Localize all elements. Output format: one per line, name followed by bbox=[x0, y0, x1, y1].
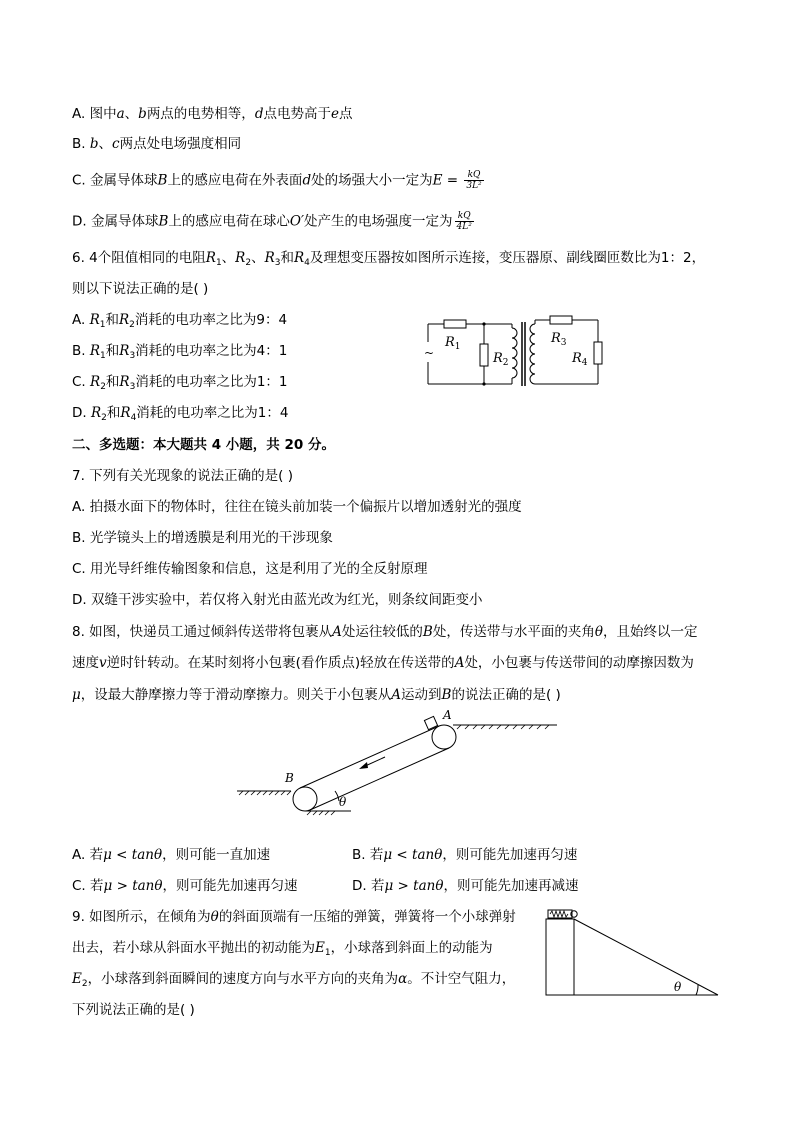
incline-surface bbox=[574, 919, 718, 995]
lower-roller bbox=[293, 787, 317, 811]
upper-roller bbox=[432, 725, 456, 749]
transformer-circuit-diagram bbox=[420, 312, 610, 390]
q5-option-d: D. 金属导体球B上的感应电荷在球心O′处产生的电场强度一定为 $\frac{kQ}{\text{4L²}}$ bbox=[72, 211, 472, 232]
section-heading-multi-choice: 二、多选题：本大题共 4 小题，共 20 分。 bbox=[72, 437, 335, 453]
label-r3: $R_3$ bbox=[551, 331, 567, 348]
resistor-r1 bbox=[444, 320, 466, 328]
label-theta-incline: θ bbox=[674, 980, 682, 994]
q8-option-d: D. 若μ > tanθ，则可能先加速再减速 bbox=[352, 878, 579, 894]
fraction-kq-4l2: $\frac{kQ}{\text{4L²}}$ bbox=[456, 211, 472, 232]
label-a: A bbox=[443, 708, 452, 722]
fraction-kq-3l2: $\frac{kQ}{\text{3L²}}$ bbox=[466, 170, 482, 191]
q6-stem-line1: 6. 4个阻值相同的电阻$R_1$、$R_2$、$R_3$和$R_4$及理想变压器按如图所示连接，变压器原、副线圈匝数比为1：2， bbox=[72, 250, 706, 268]
q7-option-a: A. 拍摄水面下的物体时，往往在镜头前加装一个偏振片以增加透射光的强度 bbox=[72, 499, 522, 515]
belt-lower-surface bbox=[310, 748, 449, 810]
resistor-r2 bbox=[480, 344, 488, 366]
resistor-r3 bbox=[550, 316, 572, 324]
primary-coil bbox=[512, 328, 517, 378]
q8-option-b: B. 若μ < tanθ，则可能先加速再匀速 bbox=[352, 847, 578, 863]
incline-spring-diagram bbox=[540, 905, 725, 1000]
q6-option-d: D. $R_2$和$R_4$消耗的电功率之比为1：4 bbox=[72, 405, 289, 423]
label-r1: $R_1$ bbox=[445, 335, 461, 352]
support-block bbox=[546, 919, 574, 995]
q8-stem-line1: 8. 如图，快递员工通过倾斜传送带将包裹从A处运往较低的B处，传送带与水平面的夹角θ，且始终以一定 bbox=[72, 624, 698, 640]
conveyor-belt-diagram bbox=[235, 707, 565, 817]
q6-option-c: C. $R_2$和$R_3$消耗的电功率之比为1：1 bbox=[72, 374, 288, 392]
q8-stem-line3: μ，设最大静摩擦力等于滑动摩擦力。则关于小包裹从A运动到B的说法正确的是( ) bbox=[72, 687, 561, 703]
label-b: B bbox=[285, 771, 294, 785]
q7-option-b: B. 光学镜头上的增透膜是利用光的干涉现象 bbox=[72, 530, 333, 546]
q9-stem-line2: 出去，若小球从斜面水平抛出的初动能为$E_1$，小球落到斜面上的动能为 bbox=[72, 940, 493, 958]
q5-option-c: C. 金属导体球B上的感应电荷在外表面d处的场强大小一定为E = $\frac{kQ}{\text{3L²}}$ bbox=[72, 170, 482, 191]
q7-option-d: D. 双缝干涉实验中，若仅将入射光由蓝光改为红光，则条纹间距变小 bbox=[72, 592, 483, 608]
q5-option-a: A. 图中a、b两点的电势相等，d点电势高于e点 bbox=[72, 106, 353, 122]
q9-stem-line4: 下列说法正确的是( ) bbox=[72, 1002, 195, 1018]
label-r4: $R_4$ bbox=[572, 351, 588, 368]
q6-option-a: A. $R_1$和$R_2$消耗的电功率之比为9：4 bbox=[72, 312, 288, 330]
ac-source-symbol: ~ bbox=[424, 346, 435, 360]
q8-option-c: C. 若μ > tanθ，则可能先加速再匀速 bbox=[72, 878, 298, 894]
belt-upper-surface bbox=[300, 726, 439, 788]
label-r2: $R_2$ bbox=[493, 351, 509, 368]
q5-option-b: B. b、c两点处电场强度相同 bbox=[72, 136, 242, 152]
secondary-coil bbox=[530, 324, 535, 384]
q8-option-a: A. 若μ < tanθ，则可能一直加速 bbox=[72, 847, 271, 863]
q9-stem-line3: $E_2$，小球落到斜面瞬间的速度方向与水平方向的夹角为α。不计空气阻力， bbox=[72, 971, 516, 989]
label-theta: θ bbox=[339, 795, 347, 809]
q9-stem-line1: 9. 如图所示，在倾角为θ的斜面顶端有一压缩的弹簧，弹簧将一个小球弹射 bbox=[72, 909, 516, 925]
q7-stem: 7. 下列有关光现象的说法正确的是( ) bbox=[72, 468, 293, 484]
q7-option-c: C. 用光导纤维传输图象和信息，这是利用了光的全反射原理 bbox=[72, 561, 428, 577]
q6-option-b: B. $R_1$和$R_3$消耗的电功率之比为4：1 bbox=[72, 343, 288, 361]
q8-stem-line2: 速度v逆时针转动。在某时刻将小包裹(看作质点)轻放在传送带的A处，小包裹与传送带间的动摩擦因数为 bbox=[72, 655, 694, 671]
q6-stem-line2: 则以下说法正确的是( ) bbox=[72, 281, 209, 297]
resistor-r4 bbox=[594, 342, 602, 364]
